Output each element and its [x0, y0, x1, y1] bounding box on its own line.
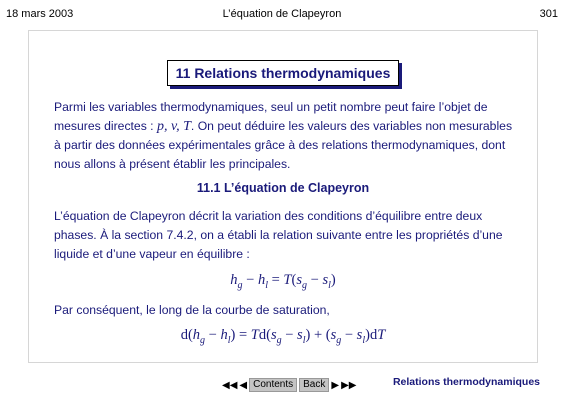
previous-page-icon[interactable]: ◀: [239, 379, 248, 391]
intro-line-2-pre: mesures directes :: [54, 119, 157, 133]
consequence-paragraph: [54, 301, 514, 320]
first-page-icon[interactable]: ◀◀: [222, 379, 238, 391]
body-line-3: liquide et d’une vapeur en équilibre :: [54, 247, 250, 261]
consequence-line: Par conséquent, le long de la courbe de saturation,: [54, 303, 330, 317]
last-page-icon[interactable]: ▶▶: [341, 379, 357, 391]
contents-button[interactable]: Contents: [249, 378, 297, 392]
navigation-bar: [222, 378, 356, 392]
next-page-icon[interactable]: ▶: [331, 379, 340, 391]
header-date: 18 mars 2003: [6, 8, 74, 20]
equation-differential: $d(h_g - h_l) = Td(s_g - s_l) + (s_g - s_l)dT$: [180, 327, 386, 346]
body-line-1: L’équation de Clapeyron décrit la variation des conditions d’équilibre entre deux: [54, 209, 483, 223]
page-number: 301: [539, 8, 558, 20]
intro-line-1: Parmi les variables thermodynamiques, seul un petit nombre peut faire l’objet de: [54, 100, 488, 114]
intro-line-2-post: . On peut déduire les valeurs des variables non mesurables: [190, 119, 513, 133]
body-paragraph: [54, 207, 514, 264]
header-title: L’équation de Clapeyron: [222, 8, 342, 20]
intro-line-3: à partir des données expérimentales grâce à des relations thermodynamiques, dont: [54, 138, 506, 152]
subsection-title: 11.1 L’équation de Clapeyron: [196, 181, 370, 195]
back-button[interactable]: Back: [299, 378, 329, 392]
section-title: 11 Relations thermodynamiques: [167, 60, 400, 86]
equation-enthalpy-entropy: $h_g - h_l = T(s_g - s_l)$: [230, 272, 336, 291]
page-header: [6, 8, 558, 24]
body-line-2: phases. À la section 7.4.2, on a établi la relation suivante entre les propriétés d’une: [54, 228, 503, 242]
intro-paragraph: [54, 98, 514, 174]
intro-line-2: [54, 117, 514, 136]
intro-variables-math: p, v, T: [156, 119, 191, 134]
footer-section-link[interactable]: Relations thermodynamiques: [392, 376, 540, 388]
section-title-wrap: [0, 60, 566, 86]
intro-line-4: nous allons à présent établir les principales.: [54, 157, 291, 171]
